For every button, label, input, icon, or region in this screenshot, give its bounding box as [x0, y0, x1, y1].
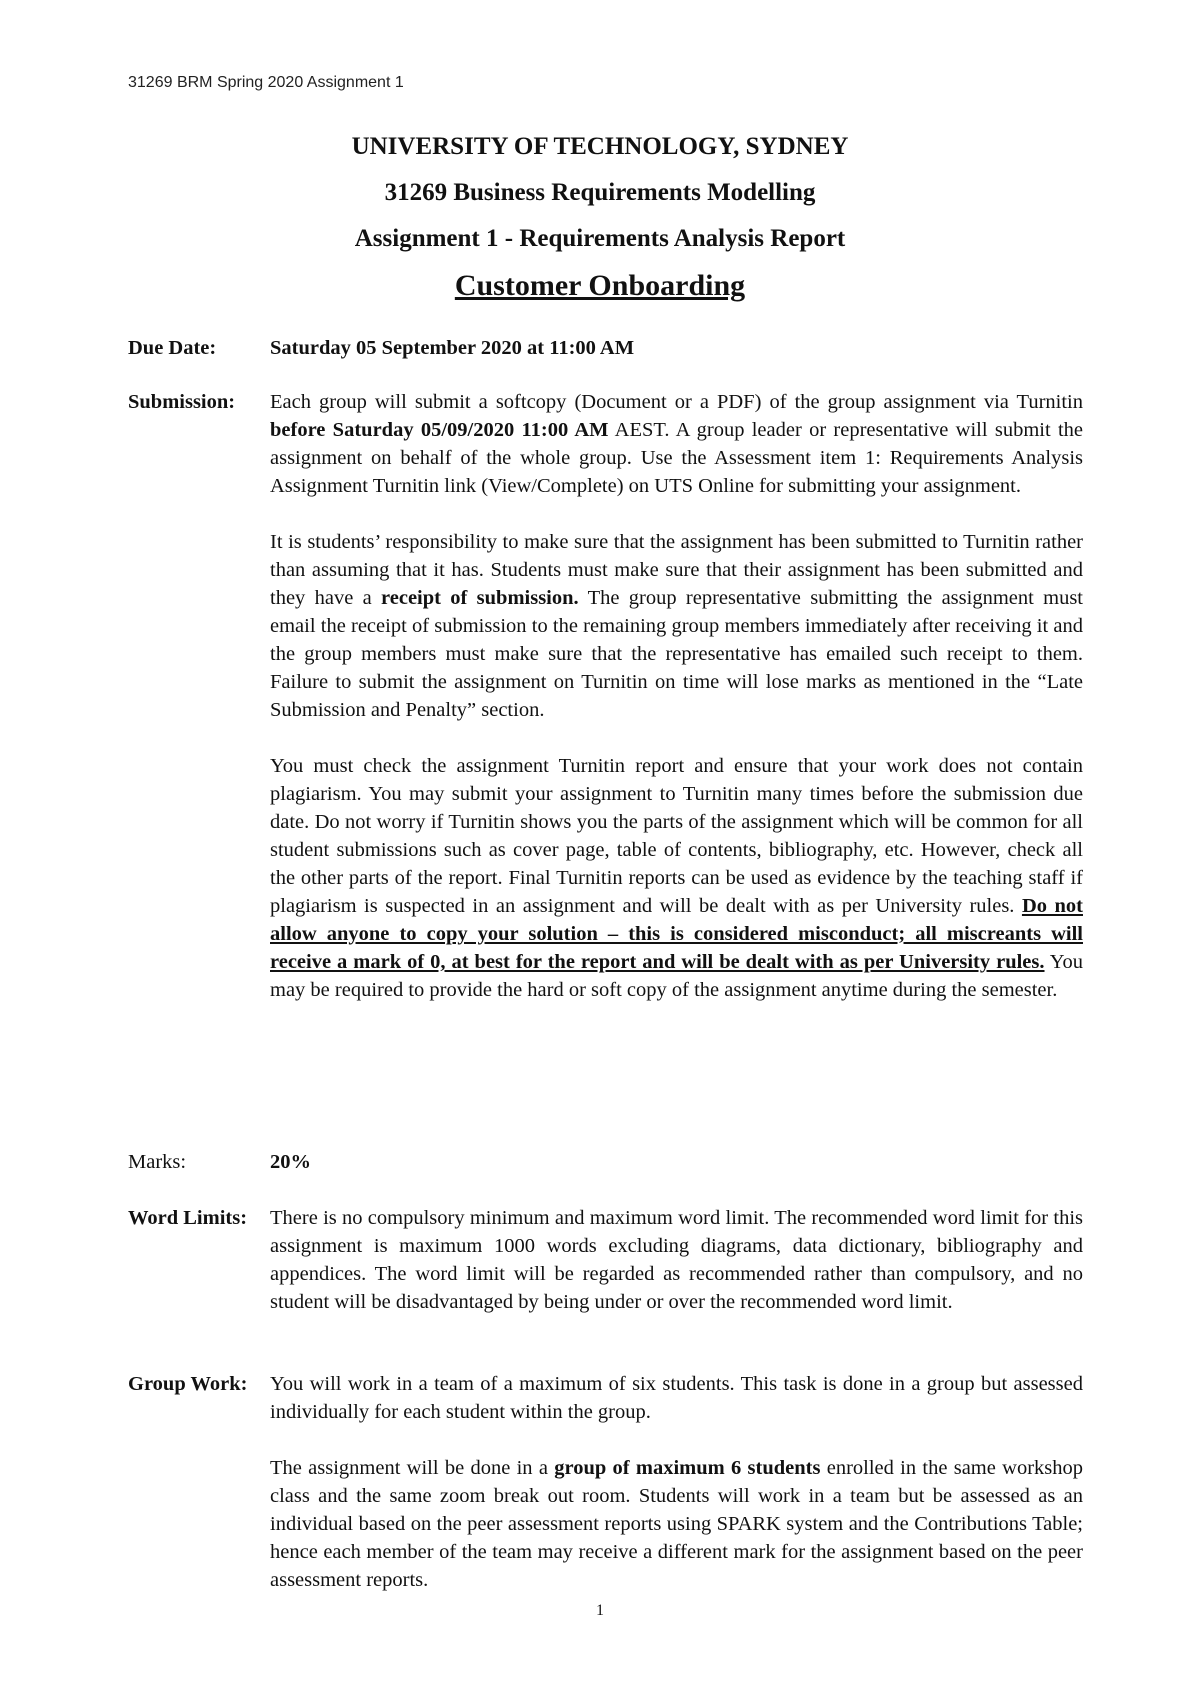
due-date-label: Due Date: — [128, 337, 217, 359]
assignment-title: Assignment 1 - Requirements Analysis Report — [354, 225, 846, 252]
submission-paragraph-1: Each group will submit a softcopy (Document or a PDF) of the group assignment via Turnitin before Saturday 05/09/2020 11:00 AM AEST. A group leader or representative will submit the assignment on behalf of the whole group. Use the Assessment item 1: Requirements Analysis Assignment Turnitin link (View/Complete) on UTS Online for submitting your assignment. — [270, 391, 1083, 497]
running-header: 31269 BRM Spring 2020 Assignment 1 — [128, 74, 404, 91]
university-title: UNIVERSITY OF TECHNOLOGY, SYDNEY — [351, 133, 849, 160]
page-number: 1 — [596, 1602, 604, 1619]
topic-title: Customer Onboarding — [454, 269, 746, 302]
submission-paragraph-3: You must check the assignment Turnitin report and ensure that your work does not contain plagiarism. You may submit your assignment to Turnitin many times before the submission due date. Do not worry if Turnitin shows you the parts of the assignment which will be common for all student submissions such as cover page, table of contents, bibliography, etc. However, check all the other parts of the report. Final Turnitin reports can be used as evidence by the teaching staff if plagiarism is suspected in an assignment and will be dealt with as per University rules. Do not allow anyone to copy your solution – this is considered misconduct; all miscreants will receive a mark of 0, at best for the report and will be dealt with as per University rules. You may be required to provide the hard or soft copy of the assignment anytime during the semester. — [270, 755, 1083, 1001]
group-work-content — [270, 1370, 1083, 1594]
submission-paragraph-2: It is students’ responsibility to make sure that the assignment has been submitted to Turnitin rather than assuming that it has. Students must make sure that their assignment has been submitted and they have a receipt of submission. The group representative submitting the assignment must email the receipt of submission to the remaining group members immediately after receiving it and the group members must make sure that the representative has emailed such receipt to them. Failure to submit the assignment on Turnitin on time will lose marks as mentioned in the “Late Submission and Penalty” section. — [270, 531, 1083, 721]
submission-label: Submission: — [128, 391, 236, 413]
due-date-value: Saturday 05 September 2020 at 11:00 AM — [270, 337, 635, 359]
group-work-label: Group Work: — [128, 1373, 248, 1395]
group-work-paragraph-1: You will work in a team of a maximum of six students. This task is done in a group but assessed individually for each student within the group. — [270, 1373, 1083, 1423]
word-limits-label: Word Limits: — [128, 1207, 248, 1229]
submission-content — [270, 388, 1083, 1004]
subject-title: 31269 Business Requirements Modelling — [384, 179, 816, 206]
group-work-paragraph-2: The assignment will be done in a group of maximum 6 students enrolled in the same workshop class and the same zoom break out room. Students will work in a team but be assessed as an individual based on the peer assessment reports using SPARK system and the Contributions Table; hence each member of the team may receive a different mark for the assignment based on the peer assessment reports. — [270, 1457, 1083, 1591]
marks-label: Marks: — [128, 1151, 187, 1173]
word-limits-text: There is no compulsory minimum and maximum word limit. The recommended word limit for this assignment is maximum 1000 words excluding diagrams, data dictionary, bibliography and appendices. The word limit will be regarded as recommended rather than compulsory, and no student will be disadvantaged by being under or over the recommended word limit. — [270, 1207, 1083, 1313]
marks-value: 20% — [270, 1151, 311, 1173]
